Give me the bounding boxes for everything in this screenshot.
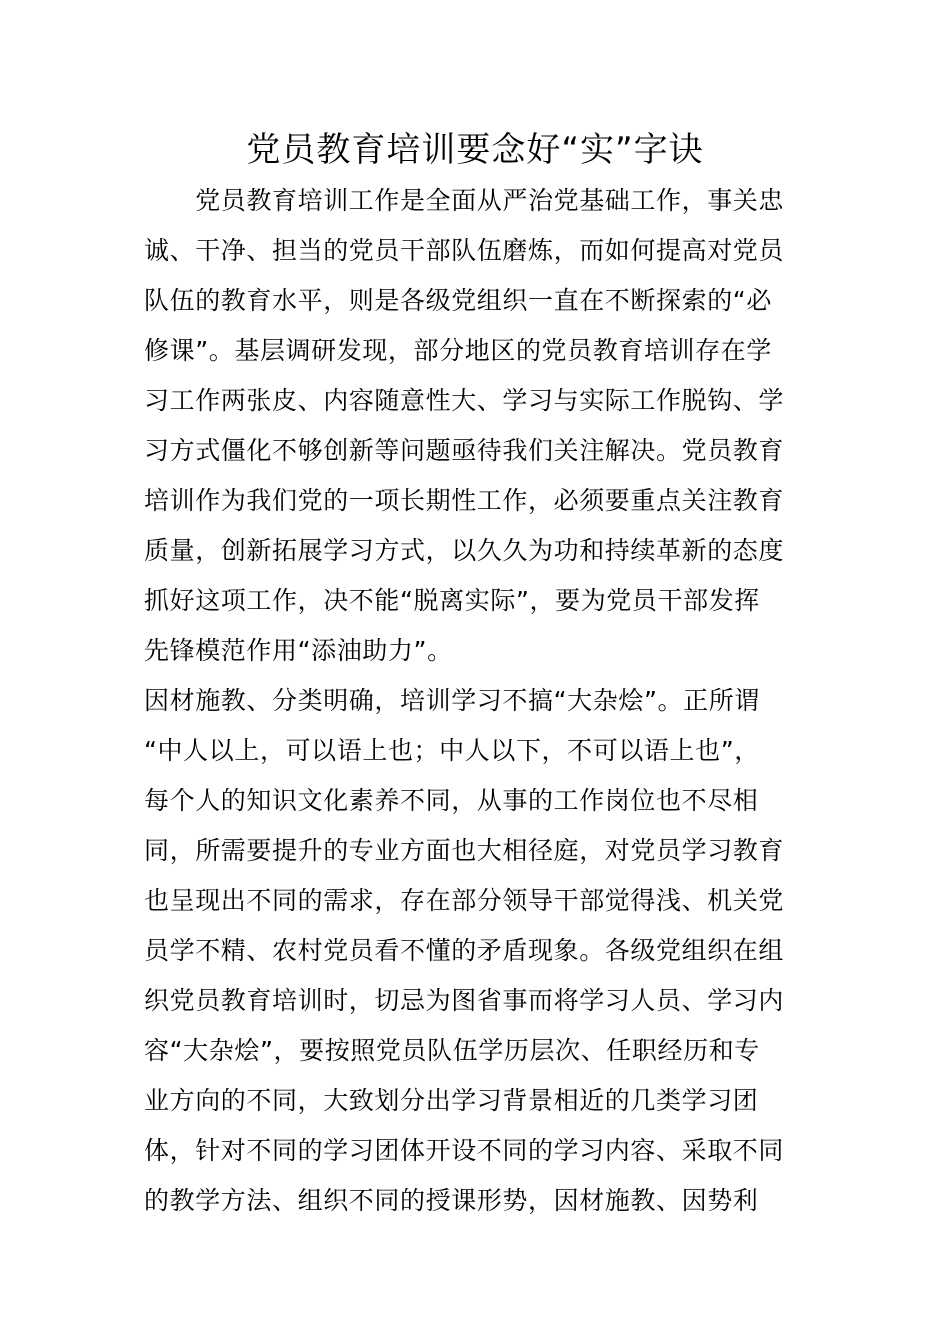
text-line: 的教学方法、组织不同的授课形势，因材施教、因势利 bbox=[144, 1186, 759, 1215]
text-line: 先锋模范作用“添油助力”。 bbox=[144, 636, 453, 665]
text-line: 因材施教、分类明确，培训学习不搞“大杂烩”。正所谓 bbox=[144, 686, 760, 715]
text-line: 培训作为我们党的一项长期性工作，必须要重点关注教育 bbox=[144, 486, 785, 515]
text-line: 织党员教育培训时，切忌为图省事而将学习人员、学习内 bbox=[144, 986, 785, 1015]
text-line: 习工作两张皮、内容随意性大、学习与实际工作脱钩、学 bbox=[144, 386, 785, 415]
text-line: 员学不精、农村党员看不懂的矛盾现象。各级党组织在组 bbox=[144, 936, 785, 965]
document-title: 党员教育培训要念好“实”字诀 bbox=[246, 130, 704, 170]
text-line: “中人以上，可以语上也；中人以下，不可以语上也”， bbox=[144, 736, 760, 765]
text-line: 同，所需要提升的专业方面也大相径庭，对党员学习教育 bbox=[144, 836, 785, 865]
text-line: 修课”。基层调研发现，部分地区的党员教育培训存在学 bbox=[144, 336, 772, 365]
document-body bbox=[144, 176, 814, 1226]
text-line: 诚、干净、担当的党员干部队伍磨炼，而如何提高对党员 bbox=[144, 236, 785, 265]
text-line: 业方向的不同，大致划分出学习背景相近的几类学习团 bbox=[144, 1086, 759, 1115]
text-line: 抓好这项工作，决不能“脱离实际”，要为党员干部发挥 bbox=[144, 586, 760, 615]
text-line: 队伍的教育水平，则是各级党组织一直在不断探索的“必 bbox=[144, 286, 772, 315]
text-line: 习方式僵化不够创新等问题亟待我们关注解决。党员教育 bbox=[144, 436, 785, 465]
text-line: 体，针对不同的学习团体开设不同的学习内容、采取不同 bbox=[144, 1136, 785, 1165]
text-line: 党员教育培训工作是全面从严治党基础工作，事关忠 bbox=[144, 186, 785, 215]
text-line: 也呈现出不同的需求，存在部分领导干部觉得浅、机关党 bbox=[144, 886, 785, 915]
text-line: 容“大杂烩”，要按照党员队伍学历层次、任职经历和专 bbox=[144, 1036, 760, 1065]
text-line: 质量，创新拓展学习方式，以久久为功和持续革新的态度 bbox=[144, 536, 785, 565]
text-line: 每个人的知识文化素养不同，从事的工作岗位也不尽相 bbox=[144, 786, 759, 815]
